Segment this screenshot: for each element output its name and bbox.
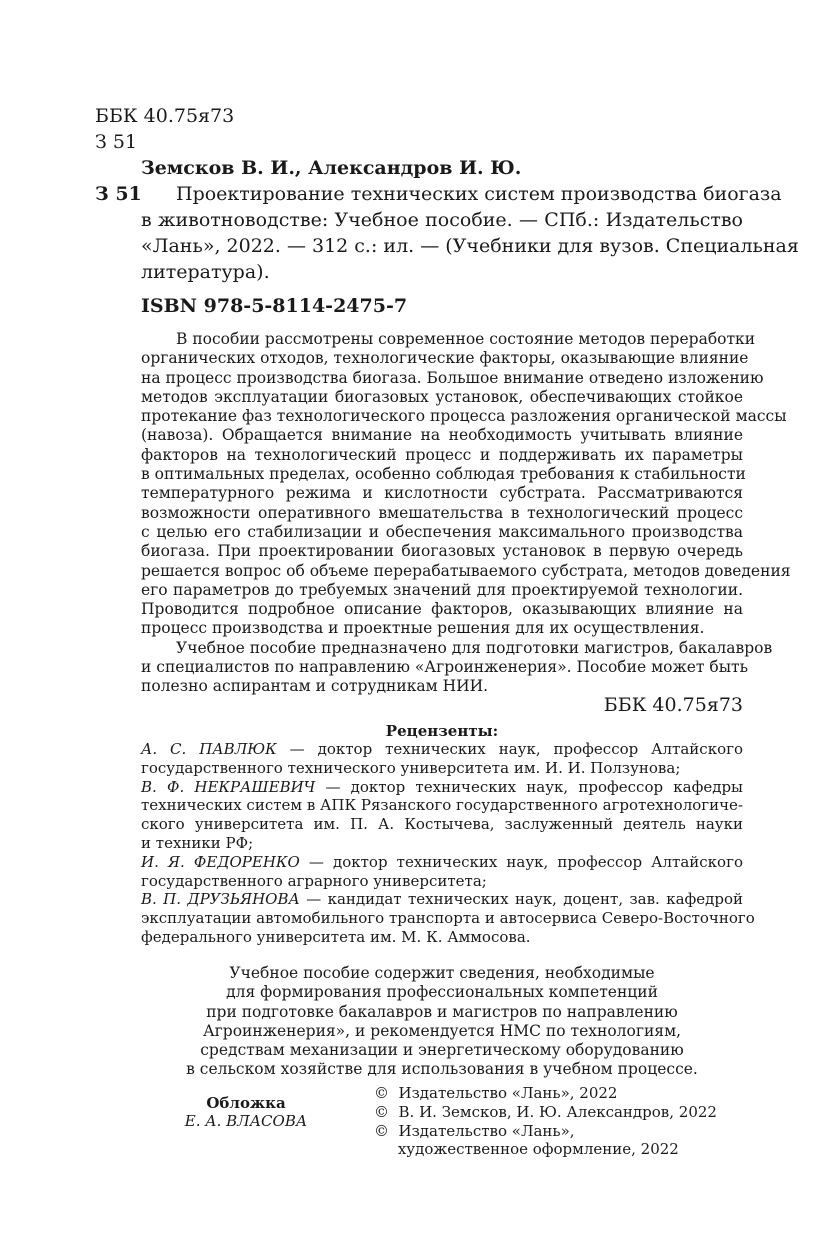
recommendation	[141, 964, 743, 1080]
abstract-line: полезно аспирантам и сотрудникам НИИ.	[141, 677, 489, 696]
reviewers-heading: Рецензенты:	[385, 722, 499, 740]
abstract-line: в оптимальных пределах, особенно соблюдая требования к стабильности	[141, 465, 746, 484]
abstract-line: (навоза). Обращается внимание на необходимость учитывать влияние	[141, 426, 743, 445]
abstract-line: решается вопрос об объеме перерабатываемого субстрата, методов доведения	[141, 561, 791, 580]
reviewer-name: В. П. ДРУЗЬЯНОВА	[141, 890, 300, 909]
reviewer-line: технических систем в АПК Рязанского государственного агротехнологиче-	[141, 796, 743, 815]
abstract-line: температурного режима и кислотности субстрата. Рассматриваются	[141, 484, 743, 503]
abstract-line: его параметров до требуемых значений для проектируемой технологии.	[141, 580, 743, 599]
cover-designer: Е. А. ВЛАСОВА	[184, 1112, 308, 1130]
reviewer-name: И. Я. ФЕДОРЕНКО	[141, 852, 300, 871]
reviewer-line: И. Я. ФЕДОРЕНКО — доктор технических наук, профессор Алтайского	[141, 852, 743, 871]
reviewer-line: эксплуатации автомобильного транспорта и автосервиса Северо-Восточного	[141, 909, 755, 928]
recommendation-line: в сельском хозяйстве для использования в учебном процессе.	[186, 1060, 698, 1079]
abstract-line: с целью его стабилизации и обеспечения максимального производства	[141, 522, 743, 541]
isbn: ISBN 978-5-8114-2475-7	[141, 295, 408, 317]
abstract-line: В пособии рассмотрены современное состояние методов переработки	[176, 330, 756, 348]
reviewer-line: и техники РФ;	[141, 833, 254, 852]
reviewer-name: В. Ф. НЕКРАШЕВИЧ	[141, 777, 316, 796]
cover-label: Обложка	[206, 1094, 286, 1112]
authors: Земсков В. И., Александров И. Ю.	[141, 157, 522, 179]
copyright-line: © Издательство «Лань», 2022	[374, 1084, 618, 1102]
recommendation-line: Учебное пособие содержит сведения, необходимые	[229, 964, 655, 982]
recommendation-line: Агроинженерия», и рекомендуется НМС по технологиям,	[202, 1021, 682, 1040]
title-line: Проектирование технических систем производства биогаза	[176, 183, 782, 205]
reviewers-list	[141, 740, 755, 947]
copyright-block	[374, 1084, 717, 1159]
abstract-line: Проводится подробное описание факторов, оказывающих влияние на	[141, 600, 743, 619]
bbk-code-top: ББК 40.75я73	[95, 105, 235, 127]
reviewer-line: В. Ф. НЕКРАШЕВИЧ — доктор технических наук, профессор кафедры	[141, 777, 743, 796]
recommendation-line: для формирования профессиональных компетенций	[226, 983, 658, 1002]
copyright-line: художественное оформление, 2022	[374, 1140, 679, 1159]
reviewer-line: государственного аграрного университета;	[141, 871, 487, 890]
abstract-line: на процесс производства биогаза. Большое внимание отведено изложению	[141, 368, 764, 387]
abstract-line: процесс производства и проектные решения для их осуществления.	[141, 619, 705, 638]
copyright-line: © Издательство «Лань»,	[374, 1121, 575, 1140]
abstract	[141, 330, 791, 697]
title-block	[141, 181, 799, 285]
reviewer-name: А. С. ПАВЛЮК	[141, 740, 277, 758]
recommendation-line: средствам механизации и энергетическому оборудованию	[200, 1041, 684, 1060]
recommendation-line: при подготовке бакалавров и магистров по направлению	[206, 1002, 678, 1021]
title-line: в животноводстве: Учебное пособие. — СПб.: Издательство	[141, 209, 743, 231]
abstract-line: факторов на технологический процесс и поддерживать их параметры	[141, 445, 743, 464]
abstract-line: методов эксплуатации биогазовых установок, обеспечивающих стойкое	[141, 387, 743, 406]
abstract-line: органических отходов, технологические факторы, оказывающие влияние	[141, 349, 749, 368]
reviewer-line: В. П. ДРУЗЬЯНОВА — кандидат технических наук, доцент, зав. кафедрой	[141, 890, 743, 909]
reviewer-line: ского университета им. П. А. Костычева, заслуженный деятель науки	[141, 815, 743, 834]
reviewer-line: федерального университета им. М. К. Аммосова.	[141, 927, 531, 946]
reviewer-line: А. С. ПАВЛЮК — доктор технических наук, профессор Алтайского	[141, 740, 743, 758]
title-line: «Лань», 2022. — 312 с.: ил. — (Учебники для вузов. Специальная	[141, 235, 799, 257]
abstract-line: и специалистов по направлению «Агроинженерия». Пособие может быть	[141, 658, 749, 677]
reviewer-line: государственного технического университета им. И. И. Ползунова;	[141, 758, 681, 777]
copyright-line: © В. И. Земсков, И. Ю. Александров, 2022	[374, 1102, 717, 1121]
abstract-line: протекание фаз технологического процесса разложения органической массы	[141, 407, 787, 426]
abstract-line: возможности оперативного вмешательства в технологический процесс	[141, 503, 743, 522]
bbk-code-bottom: ББК 40.75я73	[603, 694, 743, 716]
abstract-line: Учебное пособие предназначено для подготовки магистров, бакалавров	[176, 638, 773, 657]
title-line: литература).	[141, 261, 270, 283]
author-code-top: З 51	[95, 131, 138, 153]
author-code-main: З 51	[95, 183, 142, 205]
abstract-line: биогаза. При проектировании биогазовых установок в первую очередь	[141, 542, 743, 561]
